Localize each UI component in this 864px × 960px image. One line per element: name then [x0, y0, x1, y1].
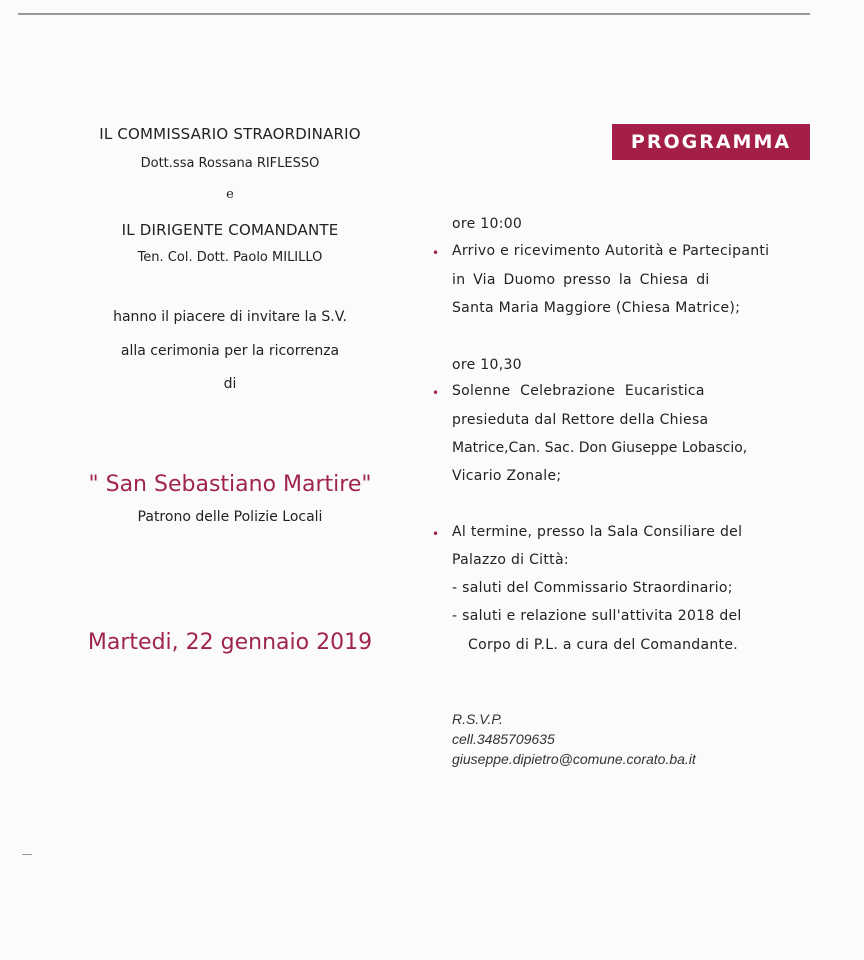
invite-line-1: hanno il piacere di invitare la S.V.	[113, 309, 347, 325]
time-2: ore 10,30	[452, 357, 522, 373]
commissario-title: IL COMMISSARIO STRAORDINARIO	[99, 125, 361, 143]
dirigente-name: Ten. Col. Dott. Paolo MILILLO	[137, 250, 323, 265]
bullet-icon: •	[432, 527, 440, 541]
item-1-line-3: Santa Maria Maggiore (Chiesa Matrice);	[452, 300, 741, 316]
dirigente-title: IL DIRIGENTE COMANDANTE	[121, 221, 339, 239]
rsvp-phone: cell.3485709635	[452, 731, 555, 747]
patron-subtitle: Patrono delle Polizie Locali	[137, 509, 323, 525]
time-1: ore 10:00	[452, 216, 523, 232]
item-2-line-2: presieduta dal Rettore della Chiesa	[452, 412, 709, 428]
item-3-line-4: - saluti e relazione sull'attivita 2018 del	[452, 608, 742, 624]
item-2-line-4: Vicario Zonale;	[452, 468, 562, 484]
invite-line-3: di	[223, 376, 237, 392]
bullet-icon: •	[432, 246, 440, 260]
commissario-name: Dott.ssa Rossana RIFLESSO	[140, 156, 320, 171]
top-divider	[18, 13, 810, 15]
rsvp-label: R.S.V.P.	[452, 711, 503, 727]
item-3-line-3: - saluti del Commissario Straordinario;	[452, 580, 733, 596]
item-3-line-2: Palazzo di Città:	[452, 552, 569, 568]
rsvp-email: giuseppe.dipietro@comune.corato.ba.it	[452, 751, 696, 767]
item-3-line-1: Al termine, presso la Sala Consiliare del	[452, 524, 743, 540]
scan-mark	[22, 854, 32, 855]
item-1-line-2: in Via Duomo presso la Chiesa di	[452, 272, 710, 288]
item-3-line-5: Corpo di P.L. a cura del Comandante.	[468, 637, 738, 653]
programma-heading: PROGRAMMA	[612, 124, 810, 160]
item-2-line-1: Solenne Celebrazione Eucaristica	[452, 383, 705, 399]
item-2-line-3: Matrice,Can. Sac. Don Giuseppe Lobascio,	[452, 440, 748, 456]
invite-line-2: alla cerimonia per la ricorrenza	[120, 343, 340, 359]
event-date: Martedi, 22 gennaio 2019	[87, 630, 373, 655]
item-1-line-1: Arrivo e ricevimento Autorità e Partecipanti	[452, 243, 770, 259]
saint-title: " San Sebastiano Martire"	[88, 472, 372, 497]
conjunction: e	[226, 187, 234, 202]
bullet-icon: •	[432, 386, 440, 400]
